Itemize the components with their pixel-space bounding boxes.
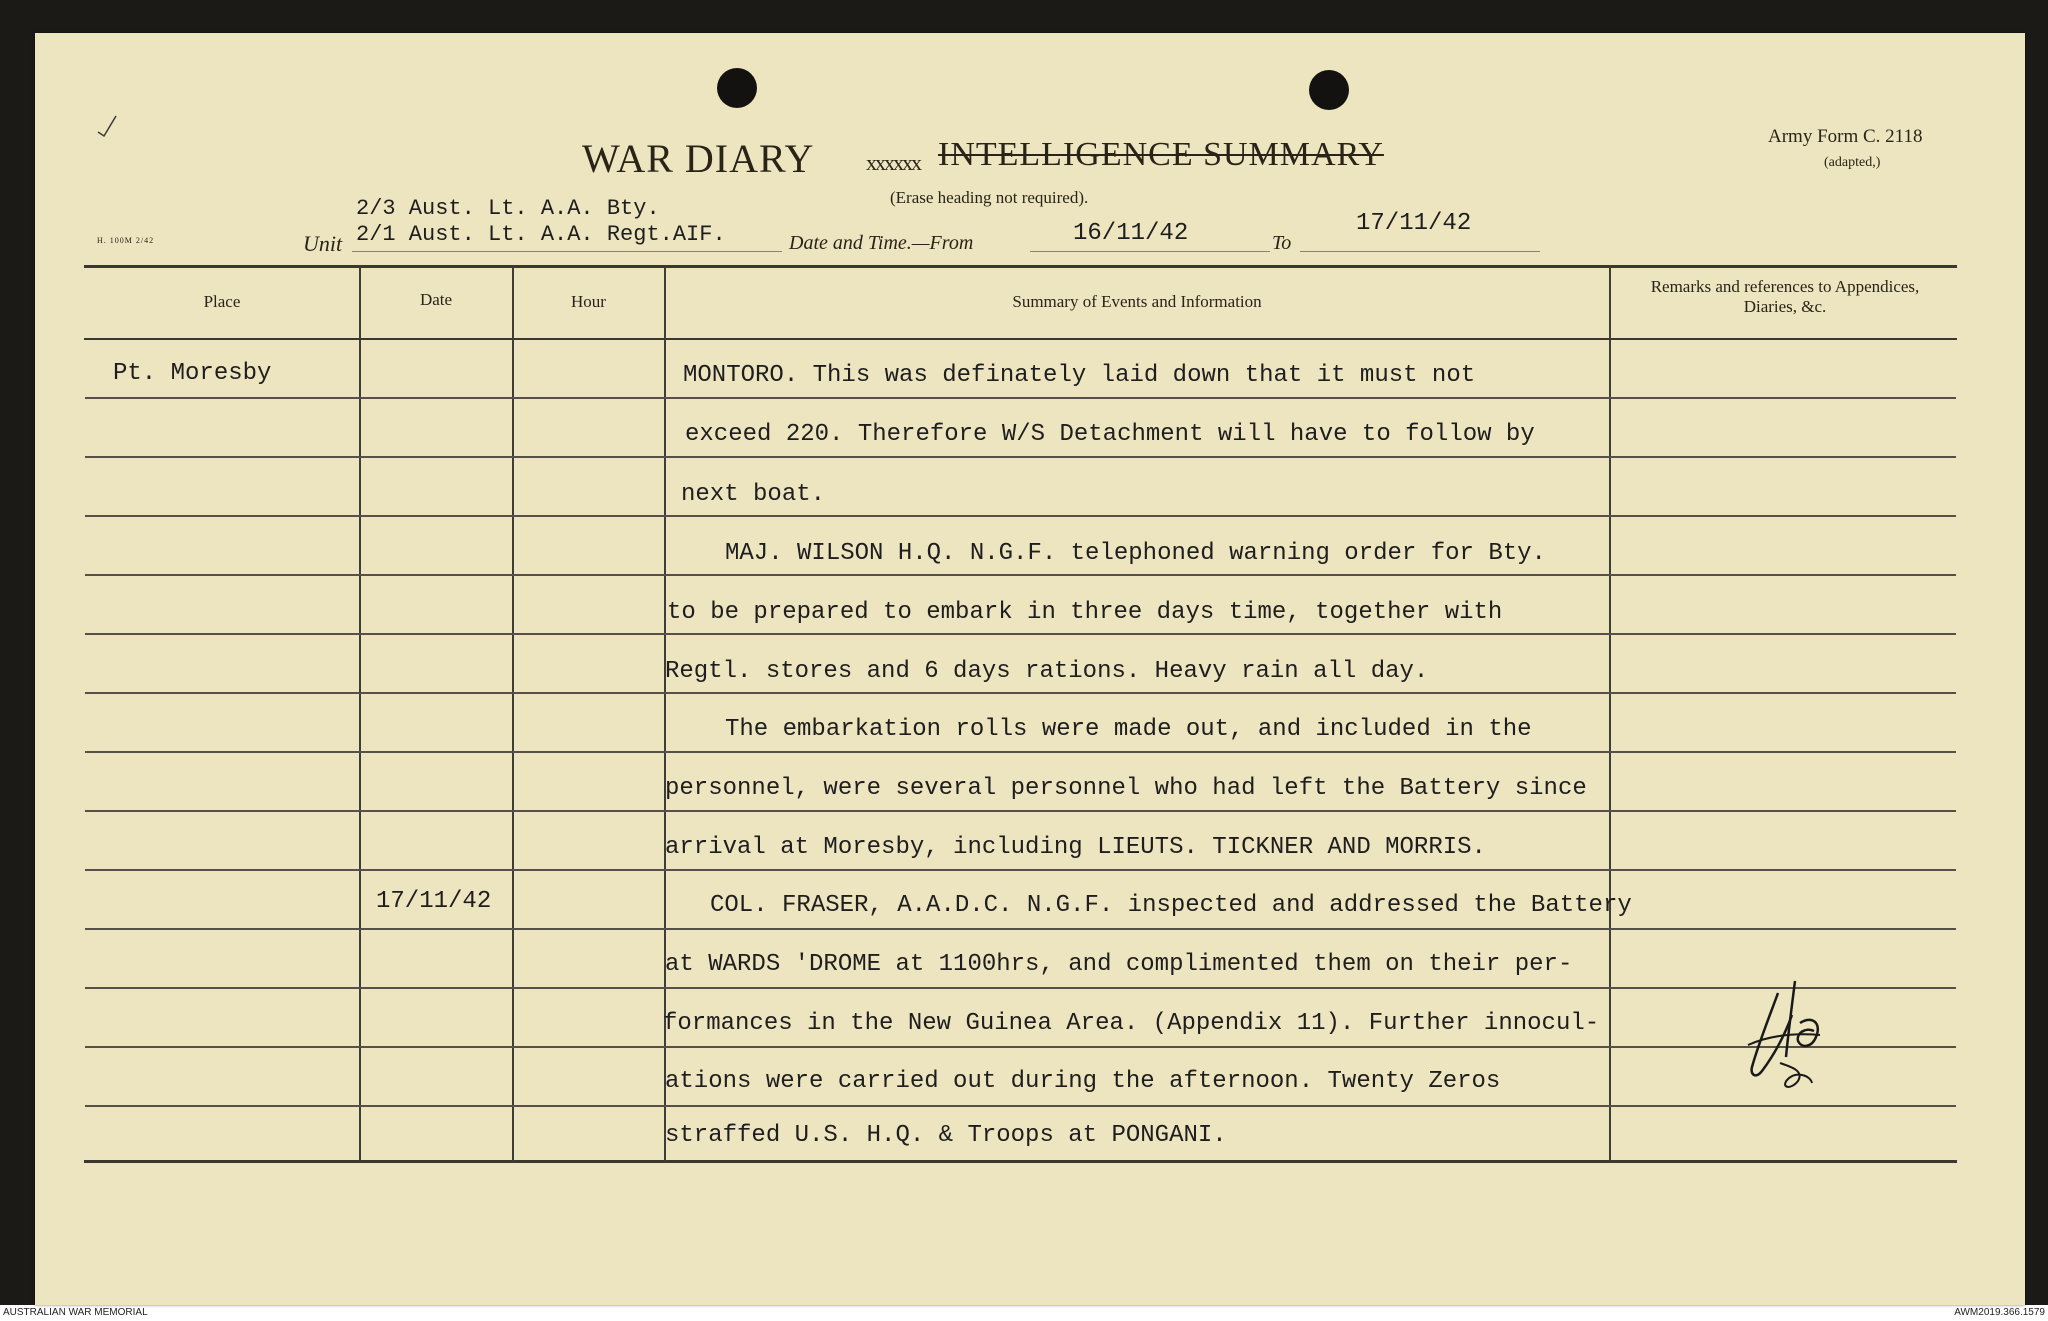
ruled-line bbox=[85, 633, 1956, 635]
header-hour: Hour bbox=[571, 292, 606, 311]
ruled-line bbox=[85, 574, 1956, 576]
header-place: Place bbox=[203, 292, 241, 311]
print-code: H. 100M 2/42 bbox=[97, 236, 155, 245]
punch-hole-left bbox=[717, 68, 757, 108]
col-divider-remarks bbox=[1609, 266, 1611, 1161]
ruled-line bbox=[85, 1046, 1956, 1048]
table-top-rule bbox=[84, 265, 1957, 268]
erase-note: (Erase heading not required). bbox=[890, 188, 1089, 207]
date-entry: 17/11/42 bbox=[376, 888, 492, 915]
unit-line-2: 2/1 Aust. Lt. A.A. Regt.AIF. bbox=[356, 222, 726, 247]
ruled-line bbox=[85, 456, 1956, 458]
header-date: Date bbox=[419, 290, 453, 309]
handwritten-initials-signature bbox=[1740, 975, 1850, 1105]
ruled-line bbox=[85, 751, 1956, 753]
col-divider-hour bbox=[512, 266, 514, 1161]
ruled-line bbox=[85, 987, 1956, 989]
summary-line: next boat. bbox=[681, 481, 826, 508]
date-time-label: Date and Time.—From bbox=[789, 232, 974, 254]
summary-line: formances in the New Guinea Area. (Appendix 11). Further innocul- bbox=[663, 1010, 1600, 1037]
from-underline bbox=[1030, 251, 1270, 252]
summary-line: at WARDS 'DROME at 1100hrs, and complimented them on their per- bbox=[665, 951, 1573, 978]
summary-line: COL. FRASER, A.A.D.C. N.G.F. inspected and addressed the Battery bbox=[710, 892, 1632, 919]
header-summary: Summary of Events and Information bbox=[1012, 292, 1262, 311]
ruled-line bbox=[85, 397, 1956, 399]
ruled-line bbox=[85, 692, 1956, 694]
col-divider-date bbox=[359, 266, 361, 1161]
army-form-number: Army Form C. 2118 bbox=[1768, 126, 1923, 147]
to-label: To bbox=[1272, 232, 1292, 254]
summary-line: to be prepared to embark in three days time, together with bbox=[667, 599, 1503, 626]
unit-underline bbox=[352, 251, 782, 252]
summary-line: MAJ. WILSON H.Q. N.G.F. telephoned warning order for Bty. bbox=[725, 540, 1546, 567]
punch-hole-right bbox=[1309, 70, 1349, 110]
ruled-line bbox=[85, 515, 1956, 517]
form-title: WAR DIARY bbox=[582, 136, 815, 181]
ruled-line bbox=[85, 869, 1956, 871]
cancel-marks: xxxxxx bbox=[866, 150, 920, 175]
to-underline bbox=[1300, 251, 1540, 252]
table-header-rule bbox=[84, 338, 1957, 340]
archive-name: AUSTRALIAN WAR MEMORIAL bbox=[3, 1307, 148, 1318]
ruled-line bbox=[85, 810, 1956, 812]
to-date: 17/11/42 bbox=[1356, 210, 1472, 237]
ruled-line bbox=[85, 928, 1956, 930]
summary-line: straffed U.S. H.Q. & Troops at PONGANI. bbox=[665, 1122, 1227, 1149]
adapted-note: (adapted,) bbox=[1824, 155, 1881, 170]
pencil-tick-mark bbox=[96, 112, 120, 142]
summary-line: ations were carried out during the afternoon. Twenty Zeros bbox=[665, 1068, 1501, 1095]
archive-reference: AWM2019.366.1579 bbox=[1954, 1307, 2045, 1318]
summary-line: Regtl. stores and 6 days rations. Heavy rain all day. bbox=[665, 658, 1429, 685]
struck-heading: INTELLIGENCE SUMMARY bbox=[938, 136, 1384, 173]
summary-line: MONTORO. This was definately laid down that it must not bbox=[683, 362, 1476, 389]
summary-line: The embarkation rolls were made out, and included in the bbox=[725, 716, 1532, 743]
place-entry: Pt. Moresby bbox=[113, 360, 272, 387]
header-remarks: Remarks and references to Appendices, Diaries, &c. bbox=[1650, 277, 1920, 316]
table-bottom-rule bbox=[84, 1160, 1957, 1163]
summary-line: exceed 220. Therefore W/S Detachment will have to follow by bbox=[685, 421, 1535, 448]
unit-label: Unit bbox=[303, 231, 343, 256]
unit-line-1: 2/3 Aust. Lt. A.A. Bty. bbox=[356, 196, 660, 221]
summary-line: arrival at Moresby, including LIEUTS. TICKNER AND MORRIS. bbox=[665, 834, 1486, 861]
summary-line: personnel, were several personnel who had left the Battery since bbox=[665, 775, 1587, 802]
from-date: 16/11/42 bbox=[1073, 220, 1189, 247]
archive-footer bbox=[0, 1306, 2048, 1321]
ruled-line bbox=[85, 1105, 1956, 1107]
